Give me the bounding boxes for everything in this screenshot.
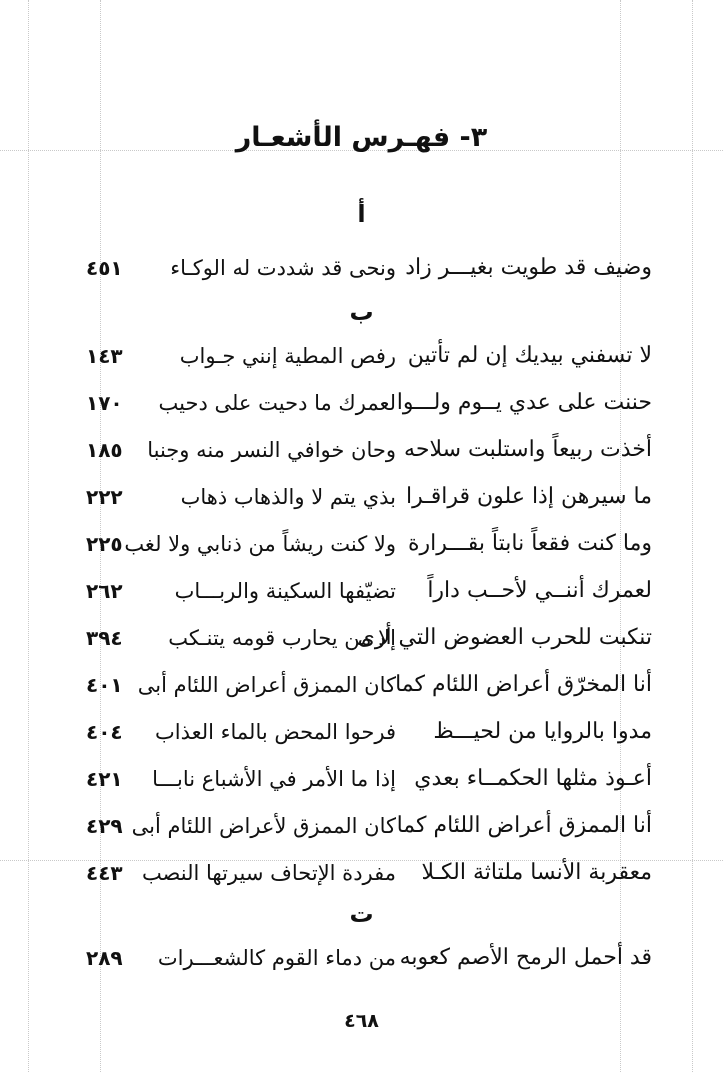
verse-second-hemistich: فرحوا المحض بالماء العذاب — [154, 720, 396, 744]
verse-page-ref: ١٨٥ — [86, 438, 123, 462]
verse-row — [86, 575, 652, 607]
verse-second-hemistich: إلا من يحارب قومه يتنـكب — [168, 626, 396, 650]
verse-first-hemistich: ما سيرهن إذا علون قراقـرا — [406, 484, 652, 509]
verse-second-hemistich: من دماء القوم كالشعـــرات — [157, 946, 396, 970]
verse-row — [86, 481, 652, 513]
page-number: ٤٦٨ — [344, 1010, 379, 1032]
verse-row — [86, 528, 652, 560]
verse-row — [86, 716, 652, 748]
section-letter: أ — [357, 200, 366, 228]
verse-page-ref: ٤٠٤ — [86, 720, 123, 744]
verse-row — [86, 622, 652, 654]
verse-row — [86, 252, 652, 284]
verse-first-hemistich: معقربة الأنسا ملتاثة الكـلا — [421, 860, 652, 885]
verse-page-ref: ٣٩٤ — [86, 626, 123, 650]
verse-first-hemistich: أخذت ربيعاً واستلبت سلاحه — [404, 437, 652, 462]
verse-page-ref: ٢٨٩ — [86, 946, 123, 970]
verse-page-ref: ٢٢٥ — [86, 532, 123, 556]
verse-first-hemistich: حننت على عدي يــوم ولـــوا — [396, 390, 652, 415]
verse-first-hemistich: وما كنت فقعاً نابتاً بقـــرارة — [407, 531, 652, 556]
verse-first-hemistich: أنا الممزق أعراض اللئام كما — [396, 813, 652, 838]
verse-first-hemistich: تنكبت للحرب العضوض التي أرى — [357, 625, 652, 650]
verse-first-hemistich: لا تسفني بيديك إن لم تأتين — [407, 343, 652, 368]
verse-page-ref: ٢٢٢ — [86, 485, 123, 509]
page-title: ٣- فهـرس الأشعـار — [235, 122, 488, 153]
verse-page-ref: ٤٢٩ — [86, 814, 123, 838]
verse-first-hemistich: مدوا بالروايا من لحيـــظ — [433, 719, 652, 744]
verse-second-hemistich: كان الممزق لأعراض اللئام أبى — [131, 814, 396, 838]
verse-second-hemistich: إذا ما الأمر في الأشباع نابـــا — [152, 767, 396, 791]
verse-first-hemistich: قد أحمل الرمح الأصم كعوبه — [399, 945, 652, 970]
verse-page-ref: ١٤٣ — [86, 344, 123, 368]
verse-page-ref: ٤٤٣ — [86, 861, 123, 885]
verse-first-hemistich: لعمرك أننــي لأحــب داراً — [427, 578, 652, 603]
section-letter: ت — [349, 900, 374, 928]
verse-second-hemistich: رفص المطية إنني جـواب — [179, 344, 396, 368]
verse-second-hemistich: وحان خوافي النسر منه وجنبا — [147, 438, 396, 462]
verse-page-ref: ٤٥١ — [86, 256, 123, 280]
verse-second-hemistich: ونحى قد شددت له الوكـاء — [170, 256, 396, 280]
verse-second-hemistich: كان الممزق أعراض اللئام أبى — [137, 673, 396, 697]
verse-row — [86, 434, 652, 466]
verse-page-ref: ٤٢١ — [86, 767, 123, 791]
verse-second-hemistich: ولا كنت ريشاً من ذنابي ولا لغب — [124, 532, 396, 556]
section-letter: ب — [349, 298, 374, 326]
verse-second-hemistich: بذي يتم لا والذهاب ذهاب — [180, 485, 396, 509]
verse-row — [86, 763, 652, 795]
verse-page-ref: ٤٠١ — [86, 673, 123, 697]
verse-row — [86, 669, 652, 701]
verse-first-hemistich: وضيف قد طويت بغيـــر زاد — [405, 255, 652, 280]
verse-second-hemistich: مفردة الإتحاف سيرتها النصب — [141, 861, 396, 885]
verse-row — [86, 340, 652, 372]
verse-second-hemistich: لعمرك ما دحيت على دحيب — [158, 391, 396, 415]
verse-first-hemistich: أنا المخرّق أعراض اللئام كما — [395, 672, 652, 697]
verse-row — [86, 387, 652, 419]
verse-second-hemistich: تضيّفها السكينة والربـــاب — [174, 579, 396, 603]
verse-first-hemistich: أعـوذ مثلها الحكمــاء بعدي — [414, 766, 652, 791]
verse-row — [86, 942, 652, 974]
verse-page-ref: ٢٦٢ — [86, 579, 123, 603]
verse-row — [86, 857, 652, 889]
verse-row — [86, 810, 652, 842]
verse-page-ref: ١٧٠ — [86, 391, 123, 415]
